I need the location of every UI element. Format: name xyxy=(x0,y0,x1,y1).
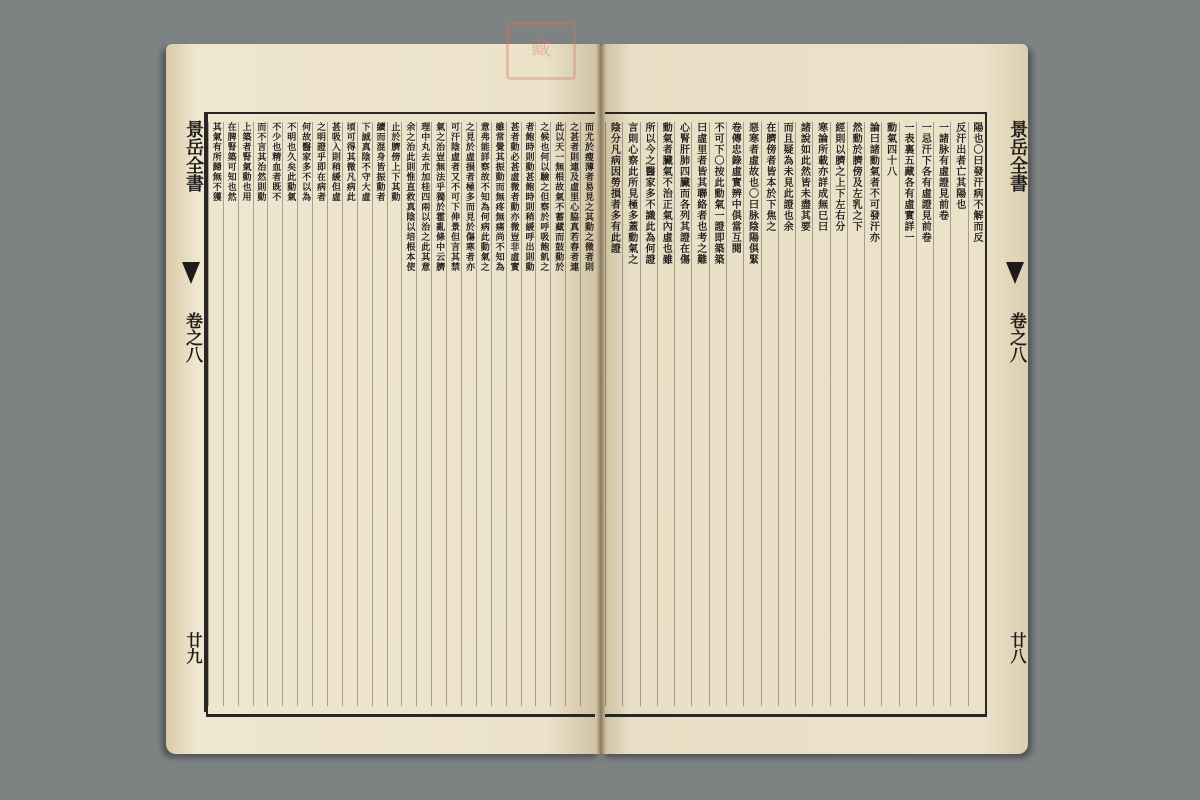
fishtail-mark xyxy=(1006,262,1024,284)
text-column: 諸說如此然皆未盡其要 xyxy=(795,122,812,706)
text-column: 此以天一無根故氣不蓄藏而鼓動於 xyxy=(550,122,565,706)
text-column: 雖常覺其振動而無疼無痛尚不知為 xyxy=(491,122,506,706)
text-column: 在臍傍者皆本於下焦之 xyxy=(761,122,778,706)
text-column: 寒論所載亦詳成無巳曰 xyxy=(812,122,829,706)
text-column: 經則以臍之上下左右分 xyxy=(830,122,847,706)
text-column: 可汗陰虛者又不可下伸景但言其禁 xyxy=(446,122,461,706)
text-column: 甚者動必甚虛微者動亦微豈非虛實 xyxy=(506,122,521,706)
text-column: 頃可得其微凡病此 xyxy=(342,122,357,706)
text-column: 不明也久矣此動氣 xyxy=(282,122,297,706)
page-number: 廿八 xyxy=(1008,632,1027,664)
right-page xyxy=(601,44,1028,754)
text-column: 在脾腎築可知也然 xyxy=(223,122,238,706)
text-column: 然動於臍傍及左乳之下 xyxy=(847,122,864,706)
text-column: 動氣四十八 xyxy=(881,122,898,706)
text-column: 余之治此則惟直救真陰以培根本使 xyxy=(401,122,416,706)
text-column: 一諸脉有虛證見前卷 xyxy=(933,122,950,706)
fishtail-mark xyxy=(182,262,200,284)
text-column: 其氣有所歸無不獲 xyxy=(208,122,223,706)
text-column: 一表裏五藏各有虛實詳一 xyxy=(899,122,916,706)
page-number: 廿九 xyxy=(184,632,203,664)
text-column: 而尤於瘦薄者易見之其動之微者則 xyxy=(580,122,595,706)
volume-label: 卷之八 xyxy=(1006,312,1026,363)
text-column: 止於臍傍上下其動 xyxy=(387,122,402,706)
text-column: 陰分凡病因勞損者多有此證 xyxy=(605,122,622,706)
text-column: 而不言其治然則動 xyxy=(253,122,268,706)
text-column: 心腎肝肺四臟而各列其證在傷 xyxy=(674,122,691,706)
text-column: 之明證乎即在病者 xyxy=(312,122,327,706)
text-column: 之見於虛損者極多而見於傷寒者亦 xyxy=(461,122,476,706)
right-page-margin xyxy=(1002,112,1028,712)
left-page xyxy=(166,36,601,754)
text-column: 者飽時則動甚飽時則稍緩呼出則動 xyxy=(521,122,536,706)
text-columns xyxy=(208,122,595,706)
volume-label: 卷之八 xyxy=(182,312,202,363)
text-column: 反汗出者亡其陽也 xyxy=(950,122,967,706)
text-column: 之甚者則連及虛里心脇真若舂者連 xyxy=(565,122,580,706)
text-column: 一忌汗下各有虛證見前卷 xyxy=(916,122,933,706)
text-columns xyxy=(605,122,985,706)
text-column: 所以今之醫家多不識此為何證 xyxy=(640,122,657,706)
text-column: 言則心察此所見極多蓋動氣之 xyxy=(622,122,639,706)
text-column: 意弗能詳察故不知為何病此動氣之 xyxy=(476,122,491,706)
text-column: 續而混身皆振動者 xyxy=(372,122,387,706)
text-column: 論曰諸動氣者不可發汗亦 xyxy=(864,122,881,706)
text-column: 之候也何以驗之但察於呼吸飽飢之 xyxy=(535,122,550,706)
text-column: 何故醫家多不以為 xyxy=(297,122,312,706)
text-column: 陽也〇曰發汗病不解而反 xyxy=(968,122,985,706)
book-title: 景岳全書 xyxy=(1007,120,1028,192)
open-book xyxy=(166,36,1028,754)
text-column: 理中丸去朮加桂四兩以治之此其意 xyxy=(416,122,431,706)
text-column: 上築者腎氣動也用 xyxy=(238,122,253,706)
text-column: 不少也精血者既不 xyxy=(267,122,282,706)
left-page-margin xyxy=(178,112,206,712)
text-column: 甚吸入則稍緩但虛 xyxy=(327,122,342,706)
book-title: 景岳全書 xyxy=(183,120,204,192)
text-frame xyxy=(605,112,987,717)
text-column: 曰虛里者皆其聯絡者也考之難 xyxy=(691,122,708,706)
text-column: 而且疑為未見此證也余 xyxy=(778,122,795,706)
text-column: 氣之治豈無法乎獨於霍亂條中云臍 xyxy=(431,122,446,706)
text-column: 卷傳忠錄虛實辨中俱當互閱 xyxy=(726,122,743,706)
seal-stamp: 藏 xyxy=(506,22,576,80)
text-column: 下誠真陰不守大虛 xyxy=(357,122,372,706)
text-column: 惡寒者虛故也〇曰脉陰陽俱緊 xyxy=(743,122,760,706)
text-column: 動氣者臟氣不治正氣內虛也雖 xyxy=(657,122,674,706)
text-frame xyxy=(206,112,595,717)
text-column: 不可下〇按此動氣一證即築築 xyxy=(709,122,726,706)
book-spine xyxy=(596,44,606,754)
